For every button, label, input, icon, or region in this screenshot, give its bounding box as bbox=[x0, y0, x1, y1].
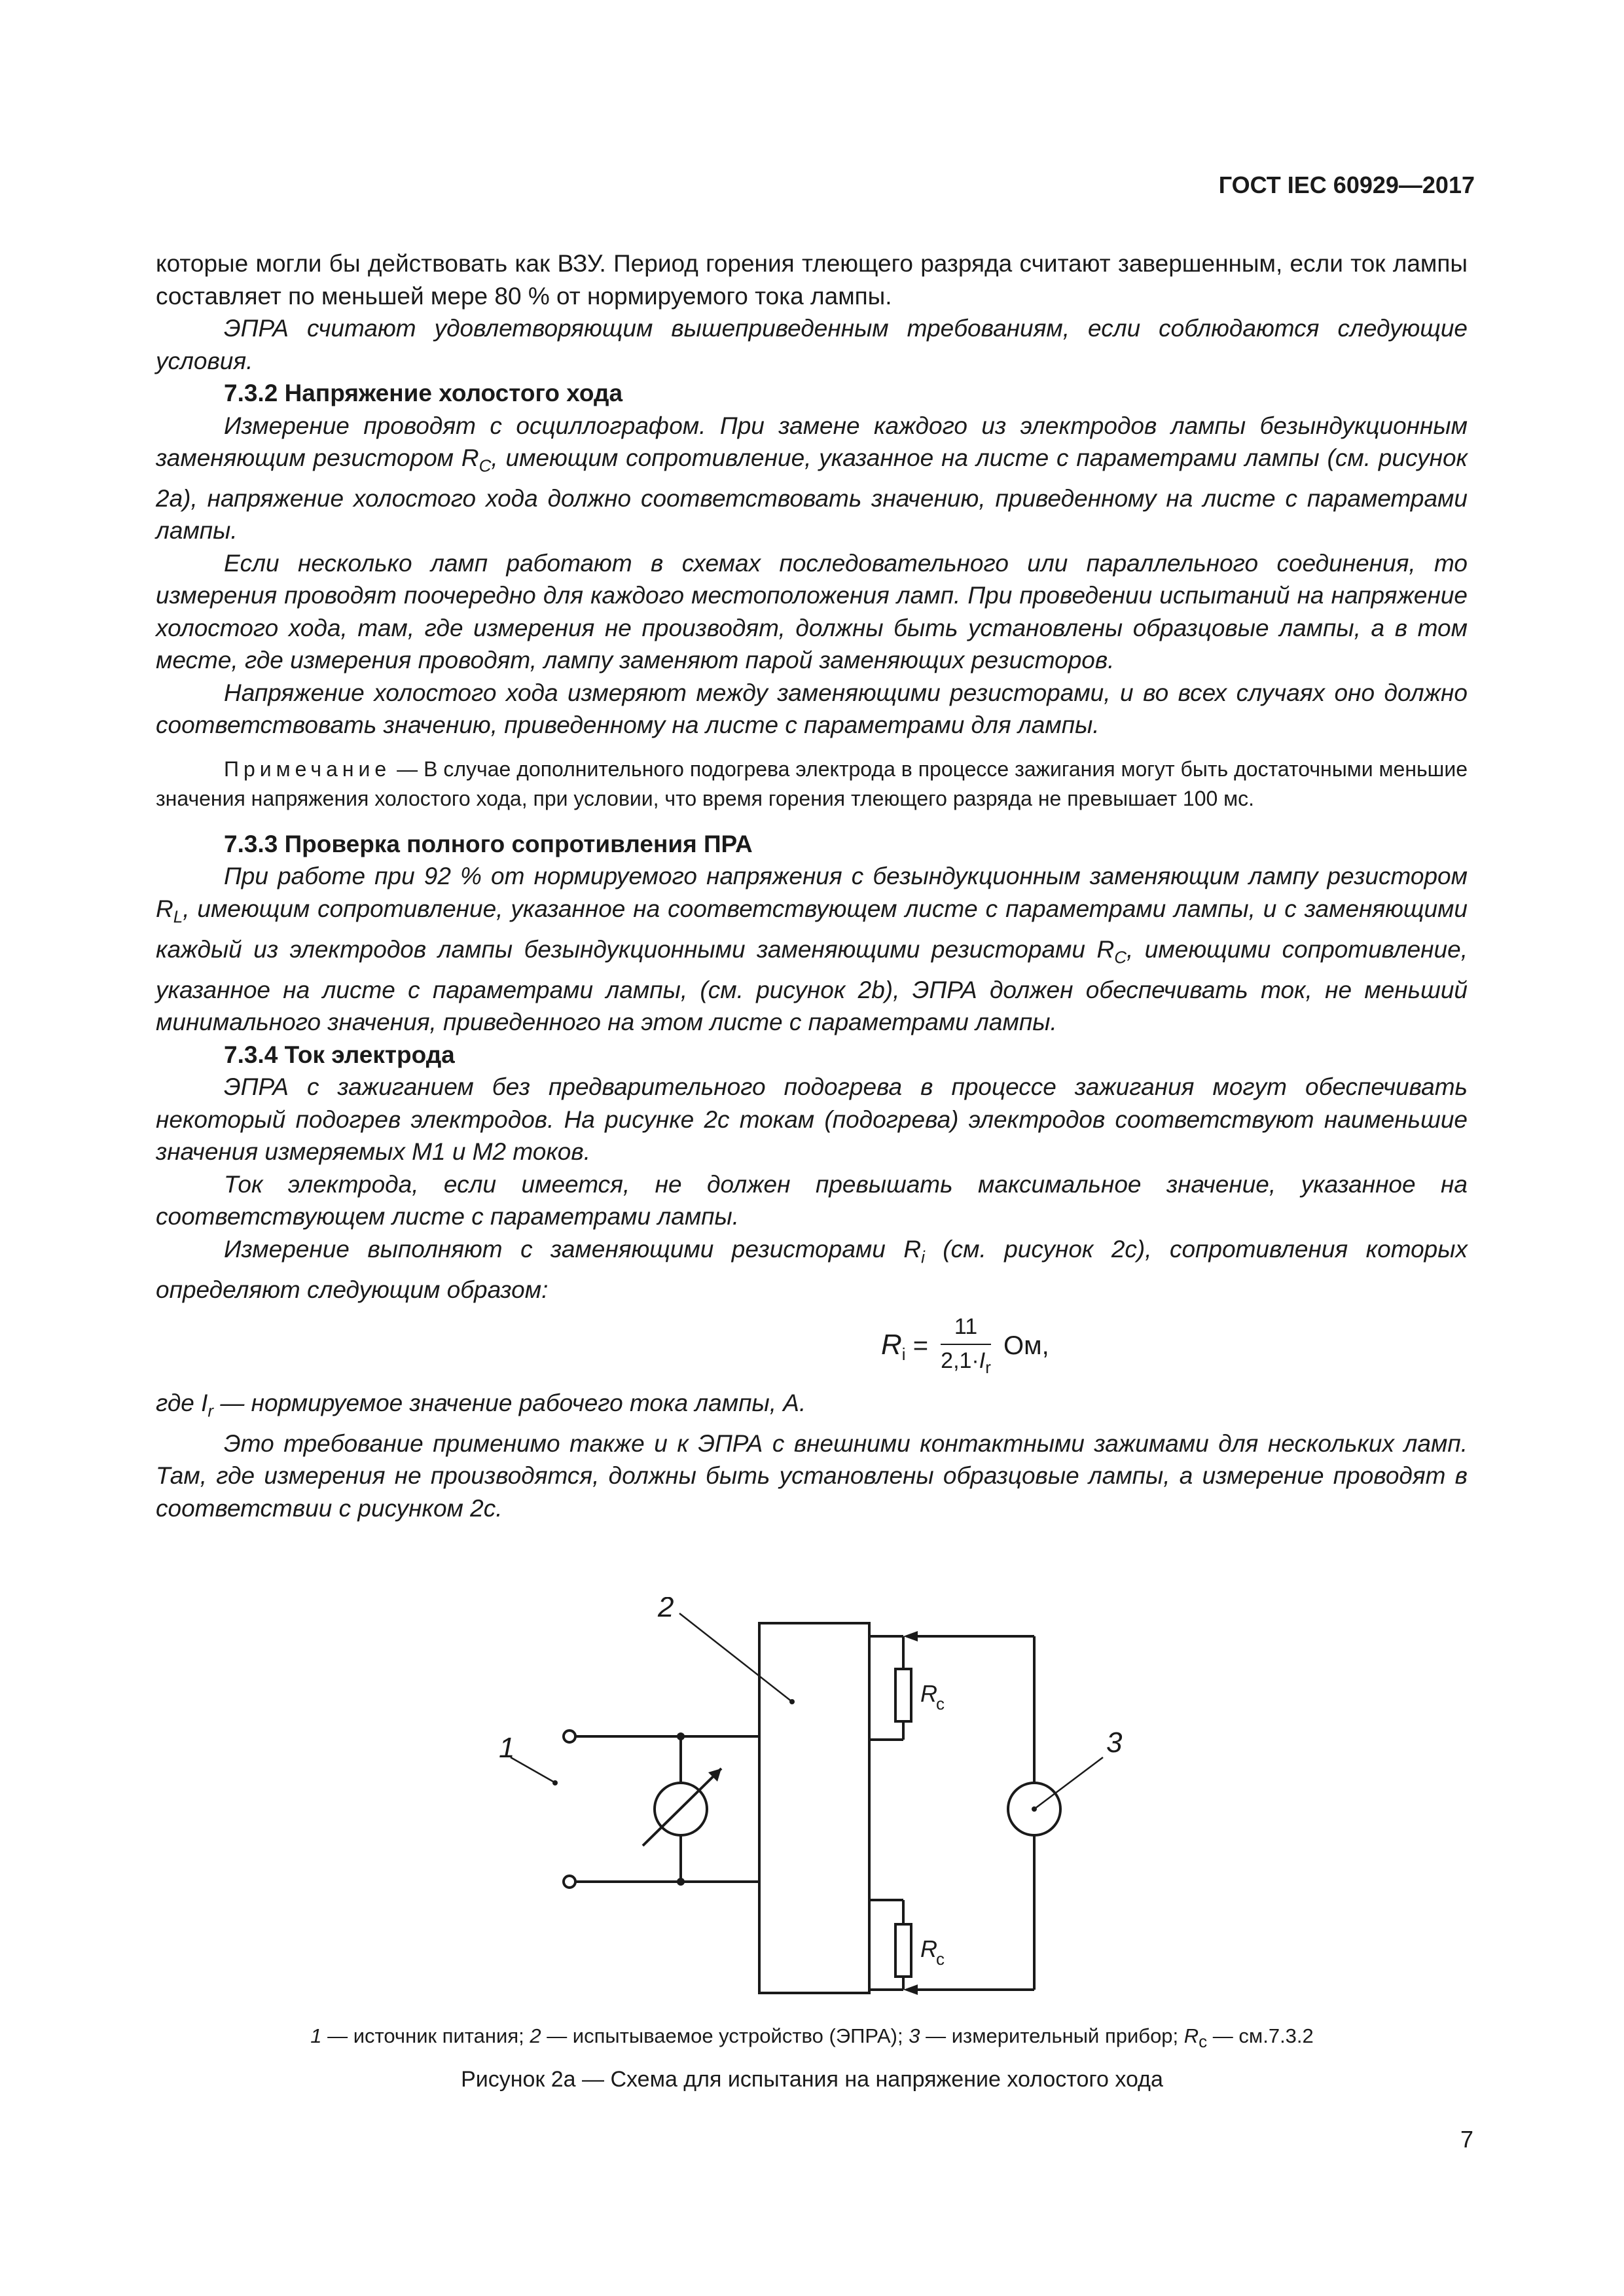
page-number: 7 bbox=[1460, 2126, 1473, 2153]
paragraph-7-3-3-impedance: При работе при 92 % от нормируемого напряжения с безындукционным заменяющим лампу резистором $R_L$, имеющим сопротивление, указанное на соответствующем листе с параметрами лампы, и с заменяющими каждый из электродов лампы безындукционными заменяющими резисторами $R_C$, имеющими сопротивление, указанное на листе с параметрами лампы, (см. рисунок 2b), ЭПРА должен обеспечивать ток, не меньший минимального значения, приведенного на этом листе с параметрами лампы. bbox=[156, 863, 1468, 1036]
rc-top-label: R bbox=[920, 1680, 937, 1707]
label-3: 3 bbox=[1106, 1727, 1123, 1759]
figure-title: Рисунок 2а — Схема для испытания на напряжение холостого хода bbox=[461, 2067, 1163, 2092]
paragraph-7-3-4-current-limit: Ток электрода, если имеется, не должен превышать максимальное значение, указанное на соответствующем листе с параметрами лампы. bbox=[156, 1170, 1468, 1230]
paragraph-7-3-4-multi-lamp: Это требование применимо также и к ЭПРА с внешними контактными зажимами для нескольких ламп. Там, где измерения не производятся, должны быть установлены образцовые лампы, а измерение проводят в соответствии с рисунком 2с. bbox=[156, 1429, 1468, 1522]
formula-fraction: $\frac{11}{2,1\cdot I_r}$ bbox=[941, 1311, 991, 1384]
rc-bottom-label: R bbox=[920, 1935, 937, 1962]
paragraph-7-3-4-preheating: ЭПРА с зажиганием без предварительного подогрева в процессе зажигания могут обеспечивать некоторый подогрев электродов. На рисунке 2с токам (подогрева) электродов соответствуют наименьшие значения измеряемых М1 и М2 токов. bbox=[156, 1073, 1468, 1166]
meter-arrow-bottom bbox=[903, 1984, 918, 1995]
meter-arrow-top bbox=[903, 1631, 918, 1641]
paragraph-7-3-4-measurement: Измерение выполняют с заменяющими резисторами $R_i$ (см. рисунок 2с), сопротивления которых определяют следующим образом: bbox=[156, 1235, 1468, 1303]
leader-line-3 bbox=[1034, 1757, 1103, 1809]
leader-dot-1 bbox=[552, 1780, 558, 1785]
paragraph-where: где $I_r$ — нормируемое значение рабочего тока лампы, А. bbox=[156, 1390, 806, 1421]
section-heading-7-3-4: 7.3.4 Ток электрода bbox=[224, 1041, 455, 1068]
formula-block bbox=[156, 1306, 1468, 1387]
label-2: 2 bbox=[658, 1597, 674, 1623]
standard-header: ГОСТ IEC 60929—2017 bbox=[1218, 171, 1475, 198]
section-heading-7-3-2: 7.3.2 Напряжение холостого хода bbox=[224, 380, 623, 406]
paragraph-conditions: ЭПРА считают удовлетворяющим вышеприведенным требованиям, если соблюдаются следующие условия. bbox=[156, 315, 1468, 374]
paragraph-7-3-2-voltage: Напряжение холостого хода измеряют между заменяющими резисторами, и во всех случаях оно должно соответствовать значению, приведенному на листе с параметрами для лампы. bbox=[156, 679, 1468, 739]
paragraph-continuation: которые могли бы действовать как ВЗУ. Период горения тлеющего разряда считают завершенным, если ток лампы составляет по меньшей мере 80 % от нормируемого тока лампы. bbox=[156, 250, 1468, 310]
rc-top-sub: c bbox=[936, 1694, 945, 1713]
label-1: 1 bbox=[499, 1732, 515, 1764]
paragraph-7-3-2-measurement: Измерение проводят с осциллографом. При замене каждого из электродов лампы безындукционным заменяющим резистором $R_C$, имеющим сопротивление, указанное на листе с параметрами лампы (см. рисунок 2а), напряжение холостого хода должно соответствовать значению, приведенному на листе с параметрами лампы. bbox=[156, 412, 1468, 545]
source-terminal-top bbox=[564, 1731, 575, 1742]
resistor-rc-bottom bbox=[895, 1924, 911, 1977]
paragraph-7-3-2-multiple-lamps: Если несколько ламп работают в схемах последовательного или параллельного соединения, то измерения проводят поочередно для каждого местоположения ламп. При проведении испытаний на напряжение холостого хода, там, где измерения не производят, должны быть установлены образцовые лампы, а в том месте, где измерения проводят, лампу заменяют парой заменяющих резисторов. bbox=[156, 549, 1468, 674]
circuit-diagram bbox=[458, 1597, 1165, 2003]
note: Примечание — В случае дополнительного подогрева электрода в процессе зажигания могут быть достаточными меньшие значения напряжения холостого хода, при условии, что время горения тлеющего разряда не превышает 100 мс. bbox=[156, 757, 1468, 810]
device-under-test-box bbox=[759, 1623, 869, 1993]
leader-line-2 bbox=[679, 1613, 792, 1702]
resistance-formula: $R_i$ = $\frac{11}{2,1\cdot I_r}$ Ом, bbox=[881, 1311, 1049, 1384]
figure-legend: 1 — источник питания; 2 — испытываемое устройство (ЭПРА); 3 — измерительный прибор; $R_c$ — см.7.3.2 bbox=[310, 2024, 1314, 2052]
leader-line-1 bbox=[511, 1757, 553, 1782]
body-text bbox=[156, 247, 1468, 1524]
section-heading-7-3-3: 7.3.3 Проверка полного сопротивления ПРА bbox=[224, 830, 753, 857]
rc-bottom-sub: c bbox=[936, 1949, 945, 1969]
source-terminal-bottom bbox=[564, 1876, 575, 1888]
resistor-rc-top bbox=[895, 1669, 911, 1721]
